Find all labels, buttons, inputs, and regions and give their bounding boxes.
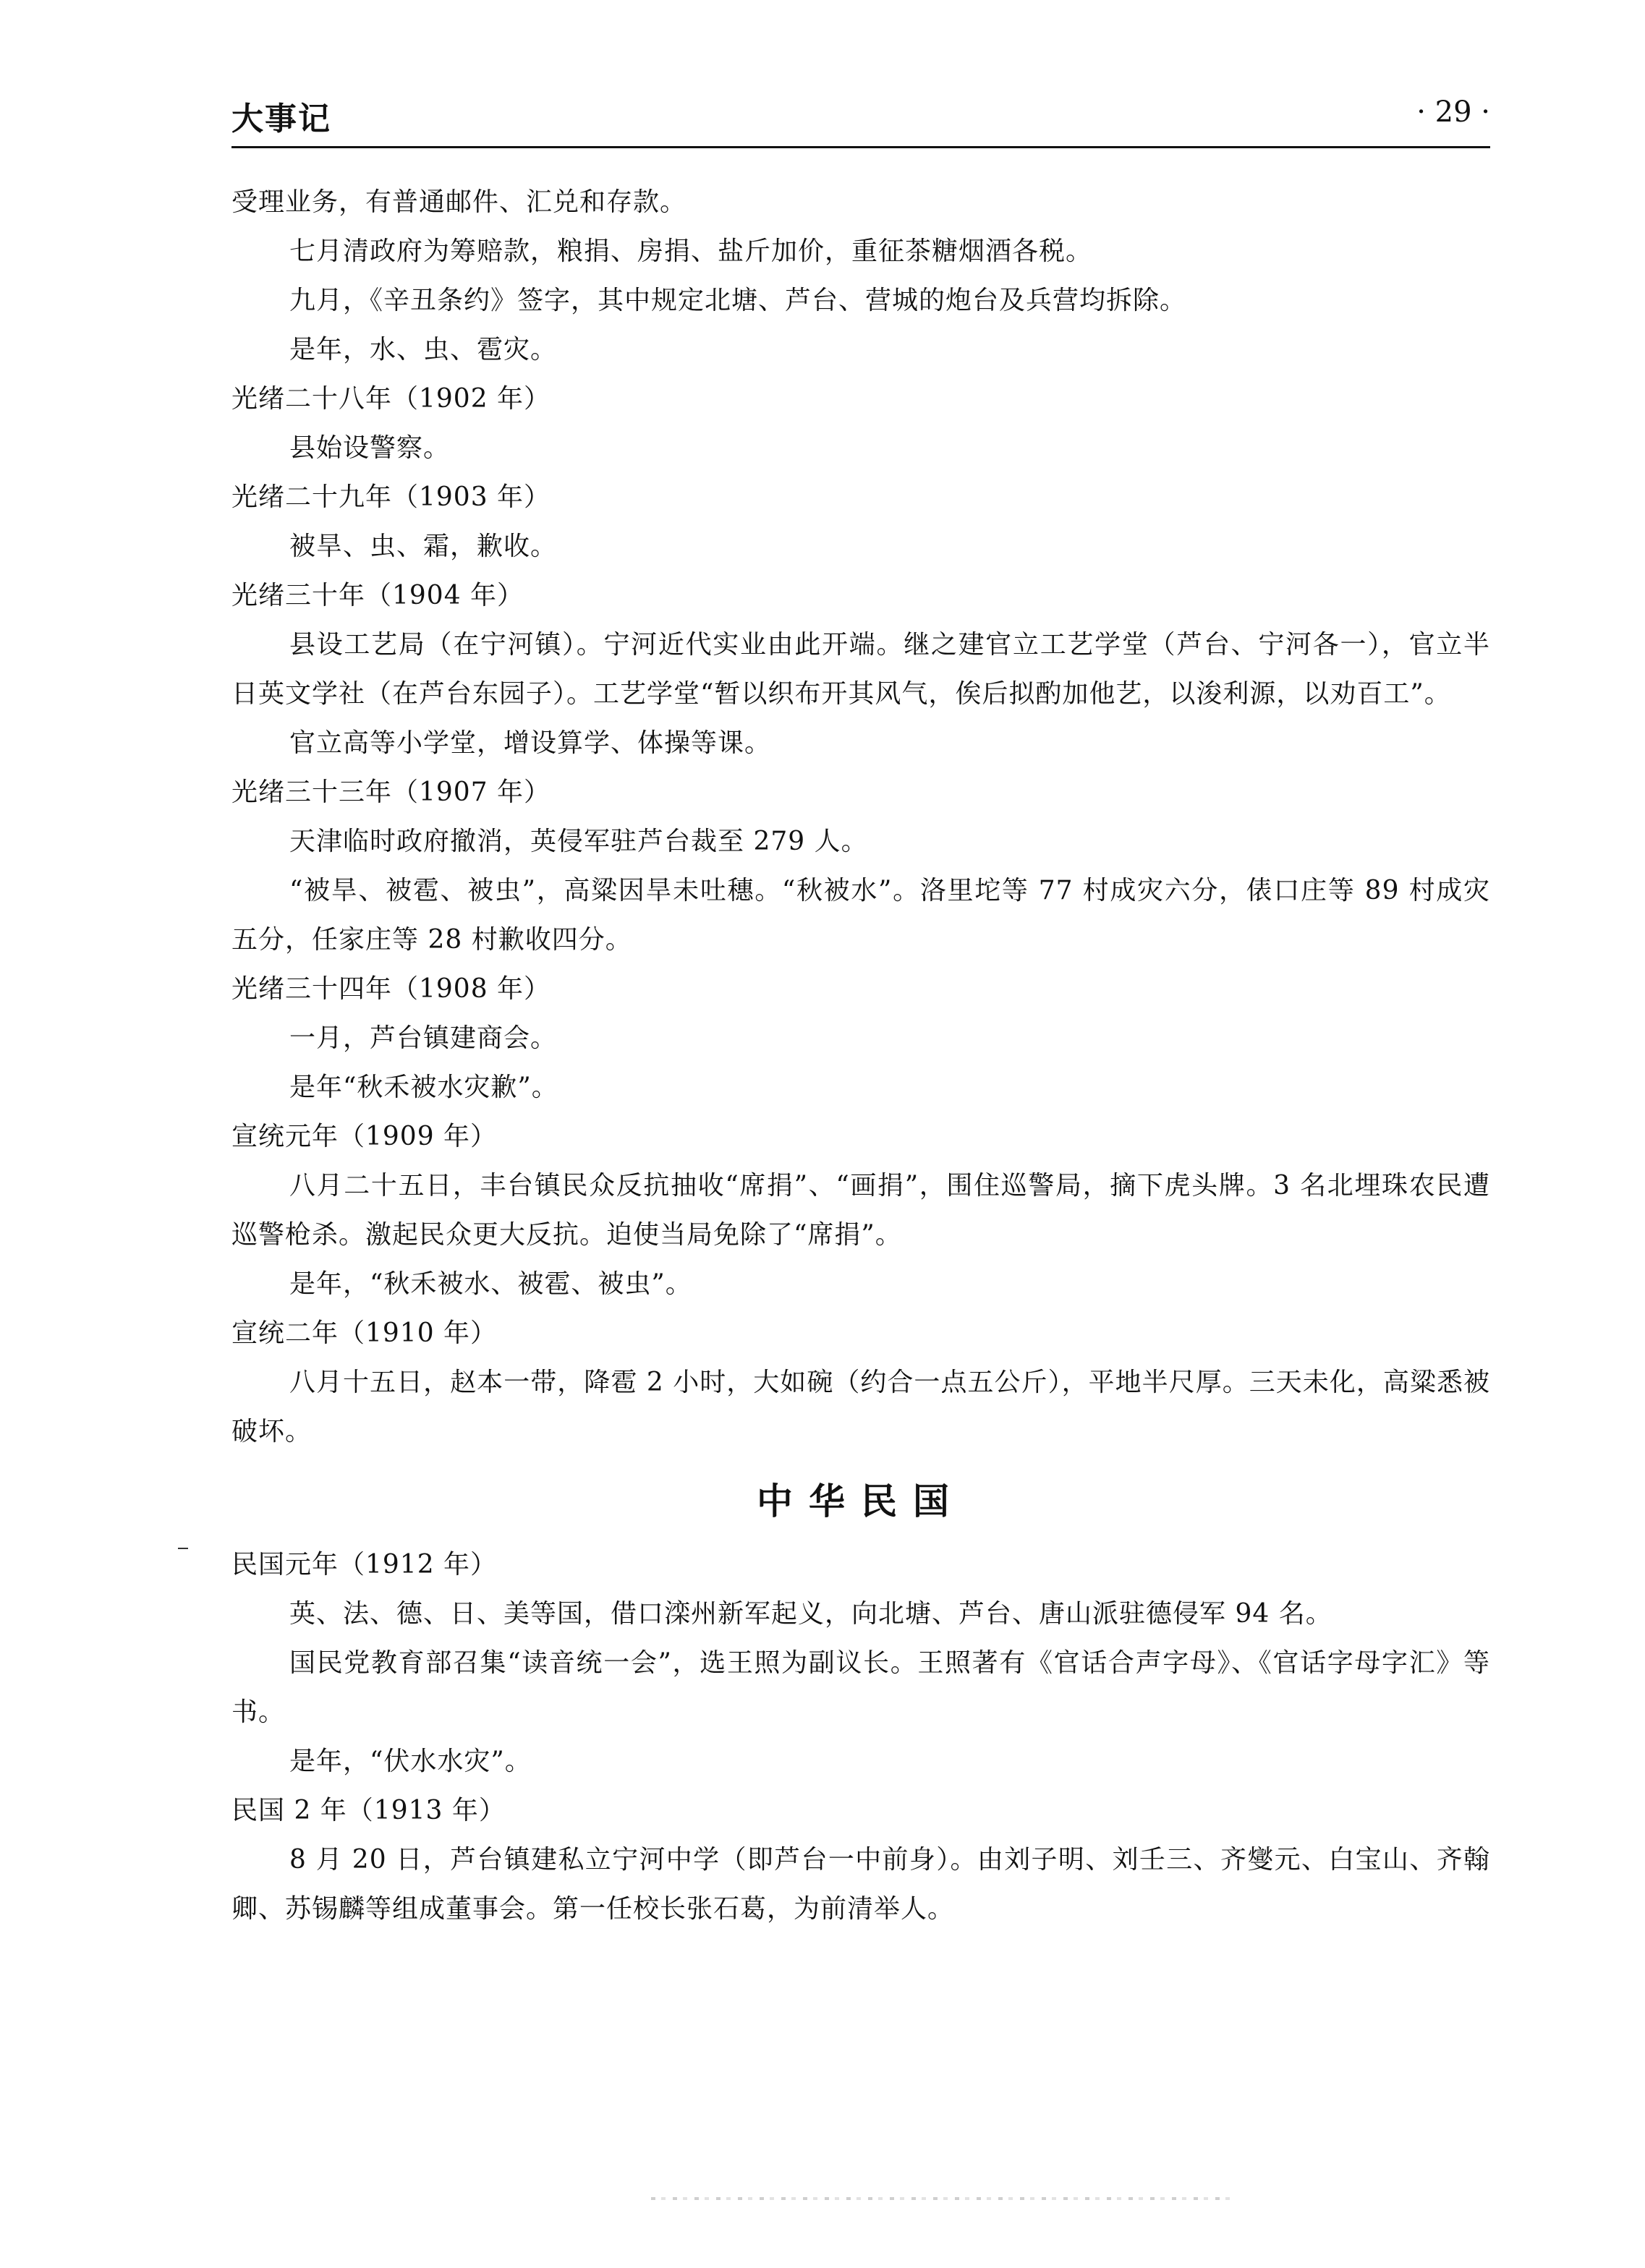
paragraph: 8 月 20 日，芦台镇建私立宁河中学（即芦台一中前身）。由刘子明、刘壬三、齐燮元、白宝山、齐翰卿、苏锡麟等组成董事会。第一任校长张石葛，为前清举人。 (231, 1845, 1490, 1924)
paragraph: 官立高等小学堂，增设算学、体操等课。 (289, 728, 772, 758)
paragraph: 被旱、虫、霜，歉收。 (289, 532, 558, 561)
year-heading: 光绪二十九年（1903 年） (231, 482, 551, 512)
running-title: 大事记 (231, 101, 331, 137)
year-heading: 光绪三十三年（1907 年） (231, 777, 551, 807)
paragraph: 八月十五日，赵本一带，降雹 2 小时，大如碗（约合一点五公斤），平地半尺厚。三天未化，高粱悉被破坏。 (231, 1368, 1490, 1446)
year-heading: 光绪三十四年（1908 年） (231, 974, 551, 1004)
paragraph: “被旱、被雹、被虫”，高粱因旱未吐穗。“秋被水”。洛里坨等 77 村成灾六分，俵口庄等 89 村成灾五分，任家庄等 28 村歉收四分。 (231, 876, 1490, 955)
paragraph: 是年，水、虫、雹灾。 (289, 335, 558, 364)
paragraph: 七月清政府为筹赔款，粮捐、房捐、盐斤加价，重征茶糖烟酒各税。 (289, 236, 1093, 266)
paragraph: 九月，《辛丑条约》签字，其中规定北塘、芦台、营城的炮台及兵营均拆除。 (289, 286, 1187, 315)
paragraph: 八月二十五日，丰台镇民众反抗抽收“席捐”、“画捐”，围住巡警局，摘下虎头牌。3 名北埋珠农民遭巡警枪杀。激起民众更大反抗。迫使当局免除了“席捐”。 (231, 1171, 1490, 1250)
paragraph: 是年，“秋禾被水、被雹、被虫”。 (289, 1269, 692, 1299)
republic-entries (231, 1540, 1490, 1934)
paragraph: 县设工艺局（在宁河镇）。宁河近代实业由此开端。继之建官立工艺学堂（芦台、宁河各一），官立半日英文学社（在芦台东园子）。工艺学堂“暂以织布开其风气，俟后拟酌加他艺，以浚利源，以劝百工”。 (231, 630, 1490, 709)
page-header (231, 85, 1490, 148)
continuation-line: 受理业务，有普通邮件、汇兑和存款。 (231, 187, 687, 217)
scan-artifact (651, 2197, 1230, 2200)
year-heading: 民国 2 年（1913 年） (231, 1796, 506, 1825)
page-number: · 29 · (1416, 95, 1490, 129)
paragraph: 是年“秋禾被水灾歉”。 (289, 1073, 558, 1102)
year-heading: 光绪三十年（1904 年） (231, 581, 524, 610)
qing-dynasty-entries (231, 178, 1490, 1457)
page-body (231, 178, 1490, 1934)
paragraph: 英、法、德、日、美等国，借口滦州新军起义，向北塘、芦台、唐山派驻德侵军 94 名。 (289, 1599, 1332, 1629)
paragraph: 是年，“伏水水灾”。 (289, 1747, 532, 1776)
paragraph: 国民党教育部召集“读音统一会”，选王照为副议长。王照著有《官话合声字母》、《官话字母字汇》等书。 (231, 1648, 1490, 1727)
year-heading: 宣统元年（1909 年） (231, 1122, 498, 1151)
year-heading: 宣统二年（1910 年） (231, 1318, 498, 1348)
section-title: 中华民国 (757, 1480, 965, 1522)
paragraph: 天津临时政府撤消，英侵军驻芦台裁至 279 人。 (289, 827, 868, 856)
year-heading: 光绪二十八年（1902 年） (231, 384, 551, 414)
margin-mark (178, 1548, 188, 1549)
paragraph: 一月，芦台镇建商会。 (289, 1023, 558, 1053)
year-heading: 民国元年（1912 年） (231, 1550, 498, 1580)
paragraph: 县始设警察。 (289, 433, 451, 463)
